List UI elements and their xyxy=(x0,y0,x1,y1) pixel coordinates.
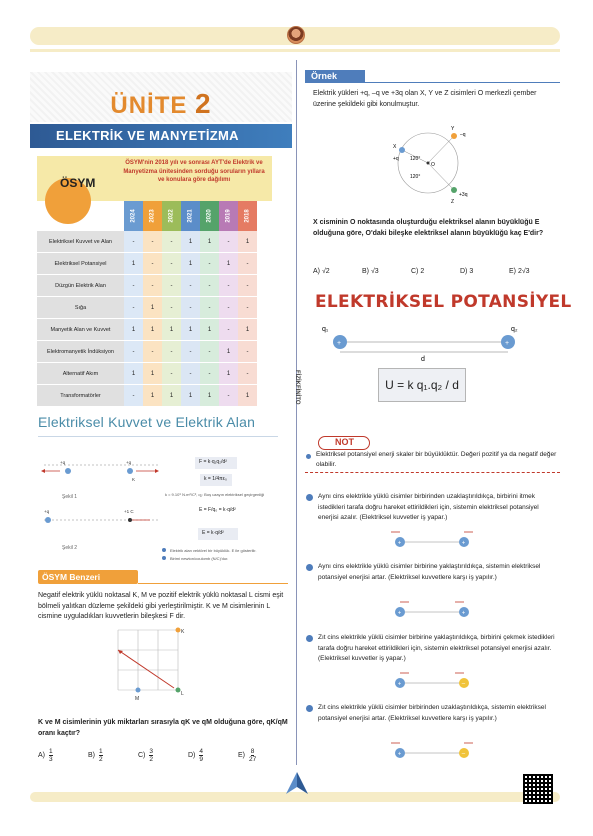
qr-code[interactable] xyxy=(523,774,553,804)
osym-benzer-question: K ve M cisimlerinin yük miktarları sırasıyla qK ve qM olduğuna göre, qK/qM oranı kaçtır? xyxy=(38,719,288,737)
choice[interactable] xyxy=(88,748,138,763)
table-cell: 1 xyxy=(124,363,143,384)
osym-benzer-text: Negatif elektrik yüklü noktasal K, M ve pozitif elektrik yüklü noktasal L cismi eşit bölmeli yalıtkan düzleme şekildeki gibi yerleştirilmiştir. K ve M cisimlerinin L cismine uyguladıkları kuvvetlerin bileşkesi F dir. xyxy=(38,592,284,620)
bullet-dot xyxy=(306,635,313,642)
choice-letter: E) xyxy=(238,752,245,759)
table-cell: - xyxy=(124,231,143,252)
choice[interactable] xyxy=(138,748,188,763)
k-note: k = 9.10⁹ N.m²/C², q₁: Boş uzayın elektriksel geçirgenliği xyxy=(165,492,265,497)
table-cell: - xyxy=(162,253,181,274)
table-row xyxy=(37,275,272,297)
svg-text:+q: +q xyxy=(126,460,132,465)
choice[interactable] xyxy=(38,748,88,763)
coulomb-formula: F = k·q₁q₂/d² xyxy=(195,457,237,469)
table-cell: - xyxy=(162,275,181,296)
potential-title: ELEKTRİKSEL POTANSİYEL xyxy=(315,292,572,312)
ornek-tag: Örnek xyxy=(305,70,365,83)
choice-letter: D) xyxy=(188,752,196,759)
section-underline xyxy=(38,436,278,437)
table-cell: 1 xyxy=(143,319,162,340)
table-row xyxy=(37,341,272,363)
label-x: X xyxy=(393,144,397,150)
table-cell: - xyxy=(200,363,219,384)
label-l: L xyxy=(181,691,184,697)
charge-sign: + xyxy=(461,540,466,547)
table-cell: - xyxy=(162,231,181,252)
charge-sign: + xyxy=(397,540,402,547)
bullet-text: Aynı cins elektrikle yüklü cisimler birbirine yaklaştırıldıkça, sistemin elektriksel potansiyel enerjisi artar. (Elektriksel kuvvetlere karşı iş yapılır.) xyxy=(318,563,541,581)
table-cell: 1 xyxy=(181,385,200,406)
choice[interactable]: D) 3 xyxy=(460,268,474,275)
table-cell: - xyxy=(219,231,238,252)
table-cell: - xyxy=(238,341,257,362)
table-cell: - xyxy=(238,275,257,296)
potential-figure xyxy=(318,322,523,362)
table-cell: - xyxy=(143,231,162,252)
table-cell: - xyxy=(143,275,162,296)
bullet-dot xyxy=(306,564,313,571)
table-cell: - xyxy=(143,341,162,362)
osym-table-body xyxy=(37,231,272,407)
label-yq: –q xyxy=(460,132,466,138)
table-cell: - xyxy=(219,297,238,318)
charge-sign: + xyxy=(461,610,466,617)
choice-letter: B) xyxy=(88,752,95,759)
osym-intro: ÖSYM'nin 2018 yılı ve sonrası AYT'de Elektrik ve Manyetizma ünitesinden sorduğu soruların yıllara ve konulara göre dağılımı xyxy=(123,160,265,183)
year-label: 2024 xyxy=(130,209,137,223)
choice[interactable]: B) √3 xyxy=(362,268,379,275)
field-note-1: Elektrik alan vektörel bir büyüklük. E ile gösterilir. xyxy=(170,548,257,553)
label-xq: +q xyxy=(393,156,399,162)
table-cell: 1 xyxy=(219,341,238,362)
unit-title: ELEKTRİK VE MANYETİZMA xyxy=(30,124,292,148)
table-cell: 1 xyxy=(238,231,257,252)
table-cell: 1 xyxy=(143,363,162,384)
year-label: 2019 xyxy=(225,209,232,223)
charge-pair-figure xyxy=(388,739,478,761)
table-cell: - xyxy=(200,341,219,362)
year-header-row xyxy=(124,201,257,231)
potential-formula: U = k q₁.q₂ / d xyxy=(378,368,466,402)
table-cell: - xyxy=(238,253,257,274)
table-cell: - xyxy=(181,363,200,384)
year-label: 2020 xyxy=(206,209,213,223)
charge-sign: + xyxy=(397,610,402,617)
bullet-text: Zıt cins elektrikle yüklü cisimler birbirine yaklaştırıldıkça, birbirini çekmek istedikleri tarafa doğru hareket ettirildikleri için, sistemin elektriksel potansiyel enerjisi azalır. (Elektriksel kuvvetler iş yapar.) xyxy=(318,634,555,662)
label-d: d xyxy=(421,356,425,362)
table-row xyxy=(37,363,272,385)
table-cell: 1 xyxy=(162,319,181,340)
figure-2-caption: Şekil 2 xyxy=(62,545,78,551)
unit-number: 2 xyxy=(195,88,212,119)
table-cell: - xyxy=(200,253,219,274)
table-row xyxy=(37,253,272,275)
table-cell: - xyxy=(219,319,238,340)
topic-name: Elektriksel Potansiyel xyxy=(37,253,124,274)
table-cell: 1 xyxy=(181,319,200,340)
label-m: M xyxy=(135,696,140,702)
svg-text:+1 C: +1 C xyxy=(124,509,134,514)
section-title-force: Elektriksel Kuvvet ve Elektrik Alan xyxy=(38,414,256,430)
label-o: O xyxy=(431,162,435,168)
table-row xyxy=(37,231,272,253)
topic-name: Sığa xyxy=(37,297,124,318)
choice-fraction xyxy=(99,748,103,763)
choice-letter: C) xyxy=(138,752,146,759)
table-cell: 1 xyxy=(219,363,238,384)
fraction-numerator: 8 xyxy=(250,748,255,755)
choice-letter: A) xyxy=(38,752,45,759)
fraction-numerator: 3 xyxy=(149,748,154,755)
table-cell: - xyxy=(219,275,238,296)
topic-name: Manyetik Alan ve Kuvvet xyxy=(37,319,124,340)
svg-text:+q: +q xyxy=(44,509,50,514)
label-z: Z xyxy=(451,199,455,205)
svg-text:+: + xyxy=(337,340,342,347)
year-header xyxy=(162,201,181,231)
table-cell: - xyxy=(124,341,143,362)
charge-sign: + xyxy=(397,681,402,688)
year-label: 2023 xyxy=(149,209,156,223)
table-cell: - xyxy=(219,385,238,406)
choice-fraction xyxy=(199,748,203,763)
osym-logo: ÖSYM xyxy=(60,176,96,190)
table-cell: 1 xyxy=(143,385,162,406)
note-bullet-2 xyxy=(162,556,166,560)
table-cell: - xyxy=(200,297,219,318)
table-cell: 1 xyxy=(124,319,143,340)
field-formula: E = F/q₀ = k·q/d² xyxy=(195,505,250,523)
table-cell: - xyxy=(124,297,143,318)
fraction-denominator: 3 xyxy=(49,756,53,763)
choice[interactable]: C) 2 xyxy=(411,268,425,275)
author-avatar xyxy=(287,26,305,44)
bullet-text: Zıt cins elektrikle yüklü cisimler birbirinden uzaklaştırıldıkça, sistemin elektriksel potansiyel enerjisi artar. (Elektriksel kuvvetlere karşı iş yapılır.) xyxy=(318,704,546,722)
top-line xyxy=(30,49,560,52)
table-cell: - xyxy=(124,385,143,406)
bullet-dot xyxy=(306,705,313,712)
table-cell: 1 xyxy=(181,231,200,252)
table-cell: 1 xyxy=(200,385,219,406)
topic-name: Alternatif Akım xyxy=(37,363,124,384)
table-cell: 1 xyxy=(181,253,200,274)
choice[interactable] xyxy=(238,748,288,763)
table-cell: 1 xyxy=(162,385,181,406)
unit-prefix: ÜNİTE xyxy=(110,92,188,119)
year-label: 2022 xyxy=(168,209,175,223)
topic-name: Elektriksel Kuvvet ve Alan xyxy=(37,231,124,252)
table-row xyxy=(37,319,272,341)
label-y: Y xyxy=(451,126,455,132)
field-note-2: Birimi newton/coulomb (N/C)'dur. xyxy=(170,556,229,561)
table-row xyxy=(37,385,272,407)
charge-sign: – xyxy=(461,681,466,688)
year-header xyxy=(181,201,200,231)
svg-text:+q: +q xyxy=(60,460,66,465)
choice[interactable]: A) √2 xyxy=(313,268,330,275)
svg-text:+: + xyxy=(505,340,510,347)
label-k: K xyxy=(181,629,185,635)
charge-pair-figure xyxy=(388,598,478,620)
circle-figure xyxy=(390,118,470,208)
choice-fraction xyxy=(149,748,153,763)
unit-heading xyxy=(30,88,292,120)
k-formula: k = 1/4πε₀ xyxy=(200,474,232,486)
year-header xyxy=(200,201,219,231)
table-cell: 1 xyxy=(124,253,143,274)
figure-1-caption: Şekil 1 xyxy=(62,494,78,500)
table-row xyxy=(37,297,272,319)
year-header xyxy=(238,201,257,231)
label-a1: 120° xyxy=(410,156,421,162)
year-header xyxy=(124,201,143,231)
ornek-question: X cisminin O noktasında oluşturduğu elektriksel alanın büyüklüğü E olduğuna göre, O'daki bileşke elektriksel alanın büyüklüğü kaç E'dir? xyxy=(313,219,544,237)
topic-name: Düzgün Elektrik Alan xyxy=(37,275,124,296)
note-tag: NOT xyxy=(318,436,370,450)
charge-sign: – xyxy=(461,751,466,758)
osym-benzer-tag: ÖSYM Benzeri xyxy=(38,570,138,584)
year-label: 2021 xyxy=(187,209,194,223)
table-cell: - xyxy=(124,275,143,296)
choice[interactable] xyxy=(188,748,238,763)
table-cell: 1 xyxy=(219,253,238,274)
fraction-numerator: 4 xyxy=(199,748,204,755)
table-cell: - xyxy=(181,275,200,296)
label-zq: +3q xyxy=(459,192,468,198)
label-q1: q₁ xyxy=(322,326,329,333)
table-cell: 1 xyxy=(238,319,257,340)
choice-fraction xyxy=(249,748,256,763)
fraction-denominator: 9 xyxy=(199,756,204,763)
bullet-text: Aynı cins elektrikle yüklü cisimler birbirinden uzaklaştırıldıkça, birbirini itmek istedikleri tarafa doğru hareket ettirildikleri için, sistemin elektriksel potansiyel enerjisi azalır. (Elektriksel kuvvetler iş yapar.) xyxy=(318,493,539,521)
fraction-denominator: 2 xyxy=(149,756,154,763)
choice[interactable]: E) 2√3 xyxy=(509,268,530,275)
table-cell: - xyxy=(200,275,219,296)
table-cell: - xyxy=(162,297,181,318)
note-bullet-1 xyxy=(162,548,166,552)
topic-name: Transformatörler xyxy=(37,385,124,406)
charge-pair-figure xyxy=(388,669,478,691)
charge-sign: + xyxy=(397,751,402,758)
fraction-denominator: 2 xyxy=(99,756,103,763)
osym-benzer-choices xyxy=(38,748,288,763)
choice-fraction xyxy=(49,748,53,763)
table-cell: 1 xyxy=(143,297,162,318)
field-short-formula: E = k·q/d² xyxy=(198,528,238,540)
publisher-logo xyxy=(284,770,310,796)
year-header xyxy=(219,201,238,231)
fraction-numerator: 1 xyxy=(99,748,103,755)
charge-pair-figure xyxy=(388,528,478,550)
table-cell: - xyxy=(181,297,200,318)
note-bullet xyxy=(306,454,311,459)
grid-figure xyxy=(112,626,188,708)
ornek-line xyxy=(365,82,560,83)
table-cell: 1 xyxy=(238,385,257,406)
table-cell: - xyxy=(143,253,162,274)
force-figures xyxy=(38,455,163,545)
table-cell: 1 xyxy=(200,319,219,340)
svg-text:K: K xyxy=(132,477,136,482)
ornek-text: Elektrik yükleri +q, –q ve +3q olan X, Y ve Z cisimleri O merkezli çember üzerine şekildeki gibi konulmuştur. xyxy=(313,90,537,108)
column-divider xyxy=(296,60,297,765)
table-cell: - xyxy=(162,363,181,384)
bullet-dot xyxy=(306,494,313,501)
year-header xyxy=(143,201,162,231)
table-cell: - xyxy=(162,341,181,362)
table-cell: - xyxy=(238,297,257,318)
label-q2: q₂ xyxy=(511,326,518,333)
page-label: FİZİKFİNİTO xyxy=(294,370,300,405)
table-cell: - xyxy=(238,363,257,384)
note-text: Elektriksel potansiyel enerji skaler bir büyüklüktür. Değeri pozitif ya da negatif değer olabilir. xyxy=(316,451,557,468)
osym-benzer-line xyxy=(138,583,288,584)
topic-name: Elektromanyetik İndüksiyon xyxy=(37,341,124,362)
fraction-numerator: 1 xyxy=(49,748,53,755)
year-label: 2018 xyxy=(244,209,251,223)
table-cell: 1 xyxy=(200,231,219,252)
table-cell: - xyxy=(181,341,200,362)
ornek-choices xyxy=(313,268,558,275)
fraction-denominator: 27 xyxy=(249,756,257,763)
label-a2: 120° xyxy=(410,174,421,180)
